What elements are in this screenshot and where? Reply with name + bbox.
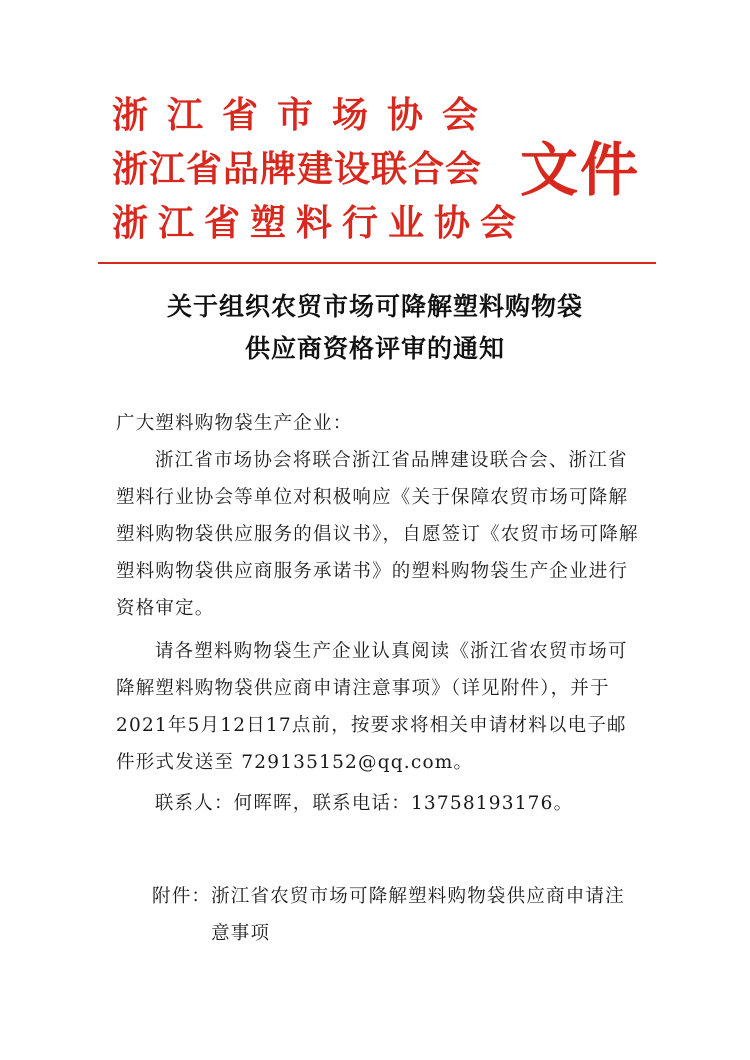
attachment-label: 附件： bbox=[152, 886, 212, 907]
contact-info: 联系人：何晖晖，联系电话：13758193176。 bbox=[154, 793, 574, 814]
attachment-text: 浙江省农贸市场可降解塑料购物袋供应商申请注意事项 bbox=[211, 886, 625, 944]
document-title bbox=[0, 286, 750, 370]
organization-2: 浙江省品牌建设联合会 bbox=[112, 149, 483, 190]
paragraph-2: 请各塑料购物袋生产企业认真阅读《浙江省农贸市场可降解塑料购物袋供应商申请注意事项》（详见附件），并于2021年5月12日17点前，按要求将相关申请材料以电子邮件形式发送至 729135152@qq.com。 bbox=[116, 641, 628, 773]
document-mark: 文件 bbox=[520, 136, 641, 204]
attachment-note bbox=[152, 878, 644, 952]
organization-list bbox=[112, 92, 527, 254]
organization-3: 浙江省塑料行业协会 bbox=[112, 203, 527, 244]
title-line-2: 供应商资格评审的通知 bbox=[244, 334, 505, 363]
paragraph-1: 浙江省市场协会将联合浙江省品牌建设联合会、浙江省塑料行业协会等单位对积极响应《关于保障农贸市场可降解塑料购物袋供应服务的倡议书》，自愿签订《农贸市场可降解塑料购物袋供应商服务承诺书》的塑料购物袋生产企业进行资格审定。 bbox=[116, 450, 639, 619]
organization-1: 浙江省市场协会 bbox=[112, 95, 498, 136]
letterhead bbox=[112, 92, 652, 252]
document-body bbox=[116, 405, 644, 822]
title-line-1: 关于组织农贸市场可降解塑料购物袋 bbox=[166, 292, 583, 321]
letterhead-divider bbox=[98, 262, 656, 264]
salutation: 广大塑料购物袋生产企业： bbox=[116, 413, 353, 434]
